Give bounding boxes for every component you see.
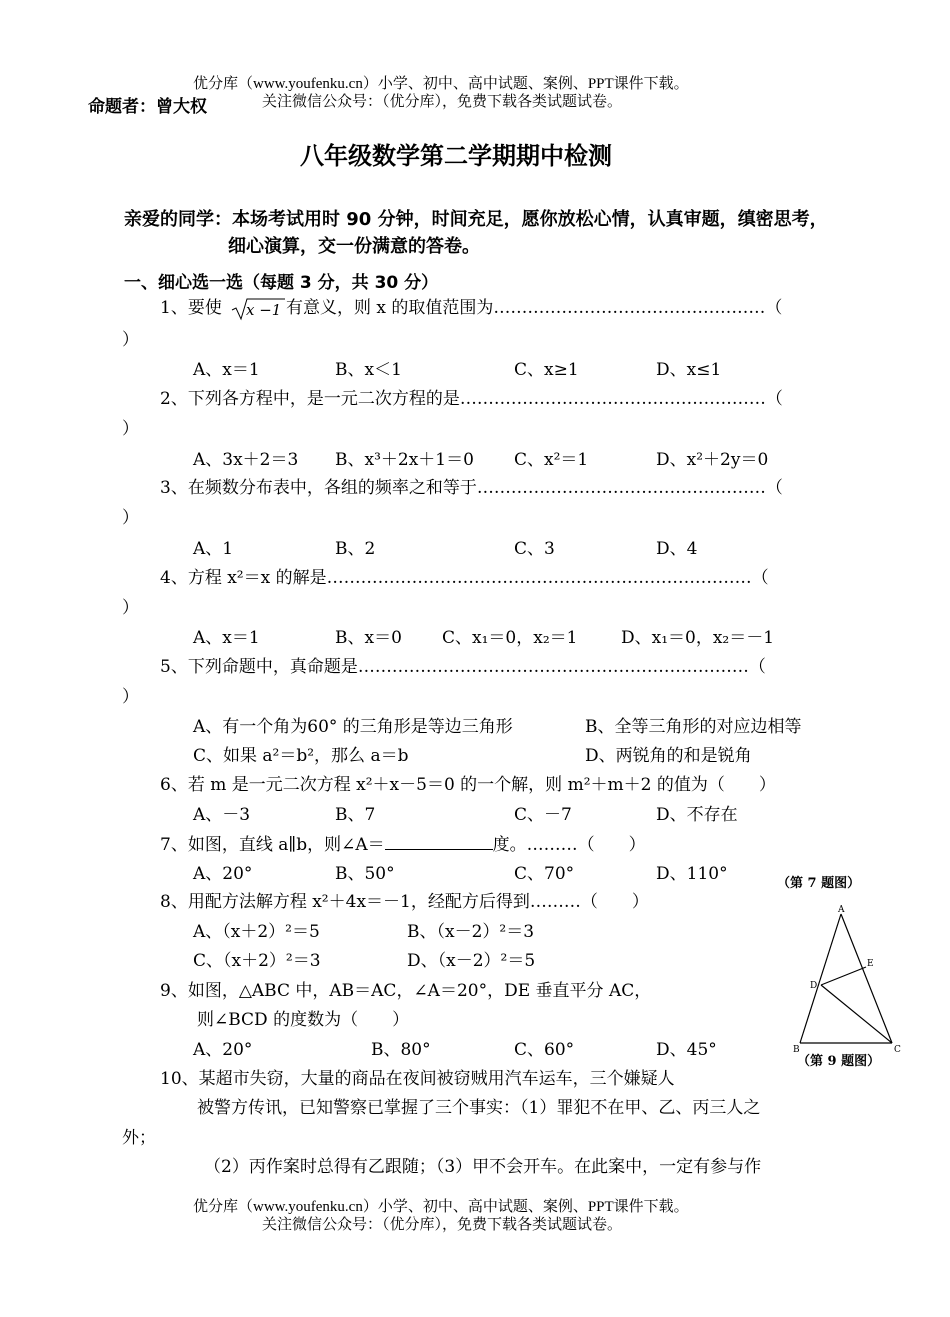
segment-de	[821, 967, 866, 985]
side-ac	[841, 914, 892, 1043]
section-heading: 一、细心选一选（每题 3 分，共 30 分）	[124, 273, 439, 293]
q9-stem-2: 则∠BCD 的度数为（ ）	[197, 1010, 410, 1030]
q1-option-d: D、x≤1	[656, 360, 722, 380]
q2-option-d: D、x²＋2y＝0	[656, 450, 769, 470]
q4-close: ）	[122, 598, 139, 618]
q9-option-b: B、80°	[371, 1040, 431, 1060]
q1-radicand: x −1	[246, 301, 282, 319]
q8-stem: 8、用配方法解方程 x²＋4x＝－1，经配方后得到………（ ）	[160, 892, 649, 912]
label-b: B	[793, 1045, 800, 1055]
q1-close: ）	[122, 330, 139, 350]
q3-option-a: A、1	[193, 539, 234, 559]
q3-option-b: B、2	[335, 539, 376, 559]
q5-close: ）	[122, 687, 139, 707]
q4-stem: 4、方程 x²＝x 的解是…………………………………………………………………（	[160, 568, 769, 588]
q1-option-b: B、x＜1	[335, 360, 402, 380]
q2-option-a: A、3x＋2＝3	[193, 450, 299, 470]
q1-post: 有意义，则 x 的取值范围为…………………………………………（	[286, 298, 783, 318]
q9-option-c: C、60°	[514, 1040, 575, 1060]
q10-line-1: 10、某超市失窃，大量的商品在夜间被窃贼用汽车运车，三个嫌疑人	[160, 1069, 675, 1089]
q10-line-3: 外；	[122, 1128, 156, 1148]
header-line-1: 优分库（www.youfenku.cn）小学、初中、高中试题、案例、PPT课件下载。	[193, 76, 689, 92]
author: 命题者：曾大权	[88, 97, 207, 117]
q7-stem	[160, 833, 646, 856]
q6-option-d: D、不存在	[656, 805, 738, 825]
q2-close: ）	[122, 419, 139, 439]
q9-option-a: A、20°	[193, 1040, 253, 1060]
q4-option-a: A、x＝1	[193, 628, 260, 648]
q1-pre: 1、要使	[160, 298, 222, 318]
q6-option-c: C、－7	[514, 805, 572, 825]
label-d: D	[810, 981, 818, 991]
triangle-figure	[790, 900, 910, 1060]
q6-option-a: A、－3	[193, 805, 251, 825]
q8-option-a: A、（x＋2）²＝5	[193, 922, 320, 942]
q5-option-b: B、全等三角形的对应边相等	[585, 717, 802, 737]
label-c: C	[894, 1045, 901, 1055]
q4-option-b: B、x＝0	[335, 628, 402, 648]
q8-option-d: D、（x－2）²＝5	[407, 951, 536, 971]
q7-option-b: B、50°	[335, 864, 395, 884]
footer-line-1: 优分库（www.youfenku.cn）小学、初中、高中试题、案例、PPT课件下载。	[193, 1199, 689, 1215]
q5-stem: 5、下列命题中，真命题是……………………………………………………………（	[160, 657, 766, 677]
q5-option-c: C、如果 a²＝b²，那么 a＝b	[193, 746, 409, 766]
q9-stem: 9、如图，△ABC 中，AB＝AC，∠A＝20°，DE 垂直平分 AC，	[160, 981, 652, 1001]
footer-line-2: 关注微信公众号：（优分库），免费下载各类试题试卷。	[262, 1217, 623, 1233]
q7-option-a: A、20°	[193, 864, 253, 884]
segment-dc	[821, 985, 892, 1043]
side-ab	[800, 914, 841, 1043]
fig7-caption: （第 7 题图）	[777, 876, 861, 891]
q3-option-d: D、4	[656, 539, 698, 559]
q10-line-2: 被警方传讯，已知警察已掌握了三个事实：（1）罪犯不在甲、乙、丙三人之	[197, 1098, 761, 1118]
page-title: 八年级数学第二学期期中检测	[300, 142, 612, 170]
intro-line-1: 亲爱的同学：本场考试用时 90 分钟，时间充足，愿你放松心情，认真审题，缜密思考，	[124, 209, 828, 230]
q7-post: 度。………（ ）	[492, 835, 646, 855]
fig9-caption: （第 9 题图）	[797, 1054, 881, 1069]
label-e: E	[867, 959, 874, 969]
q4-option-d: D、x₁＝0，x₂＝－1	[621, 628, 775, 648]
q5-option-a: A、有一个角为60° 的三角形是等边三角形	[193, 717, 513, 737]
q6-option-b: B、7	[335, 805, 376, 825]
q2-option-c: C、x²＝1	[514, 450, 589, 470]
intro-line-2: 细心演算，交一份满意的答卷。	[228, 236, 480, 257]
q4-option-c: C、x₁＝0，x₂＝1	[442, 628, 578, 648]
q1-option-c: C、x≥1	[514, 360, 579, 380]
header-line-2: 关注微信公众号：（优分库），免费下载各类试题试卷。	[262, 94, 623, 110]
q7-option-c: C、70°	[514, 864, 575, 884]
label-a: A	[838, 905, 845, 915]
q9-option-d: D、45°	[656, 1040, 717, 1060]
q7-pre: 7、如图，直线 a∥b，则∠A＝	[160, 835, 385, 855]
q2-stem: 2、下列各方程中，是一元二次方程的是………………………………………………（	[160, 389, 783, 409]
q3-option-c: C、3	[514, 539, 555, 559]
q10-line-4: （2）丙作案时总得有乙跟随；（3）甲不会开车。在此案中，一定有参与作	[204, 1157, 762, 1177]
q5-option-d: D、两锐角的和是锐角	[585, 746, 752, 766]
q7-answer-blank	[385, 833, 493, 850]
q7-option-d: D、110°	[656, 864, 728, 884]
q2-option-b: B、x³＋2x＋1＝0	[335, 450, 474, 470]
q6-stem: 6、若 m 是一元二次方程 x²＋x－5＝0 的一个解，则 m²＋m＋2 的值为（ ）	[160, 775, 776, 795]
q8-option-c: C、（x＋2）²＝3	[193, 951, 321, 971]
q3-stem: 3、在频数分布表中，各组的频率之和等于……………………………………………（	[160, 478, 783, 498]
q3-close: ）	[122, 508, 139, 528]
q1-option-a: A、x＝1	[193, 360, 260, 380]
q8-option-b: B、（x－2）²＝3	[407, 922, 535, 942]
